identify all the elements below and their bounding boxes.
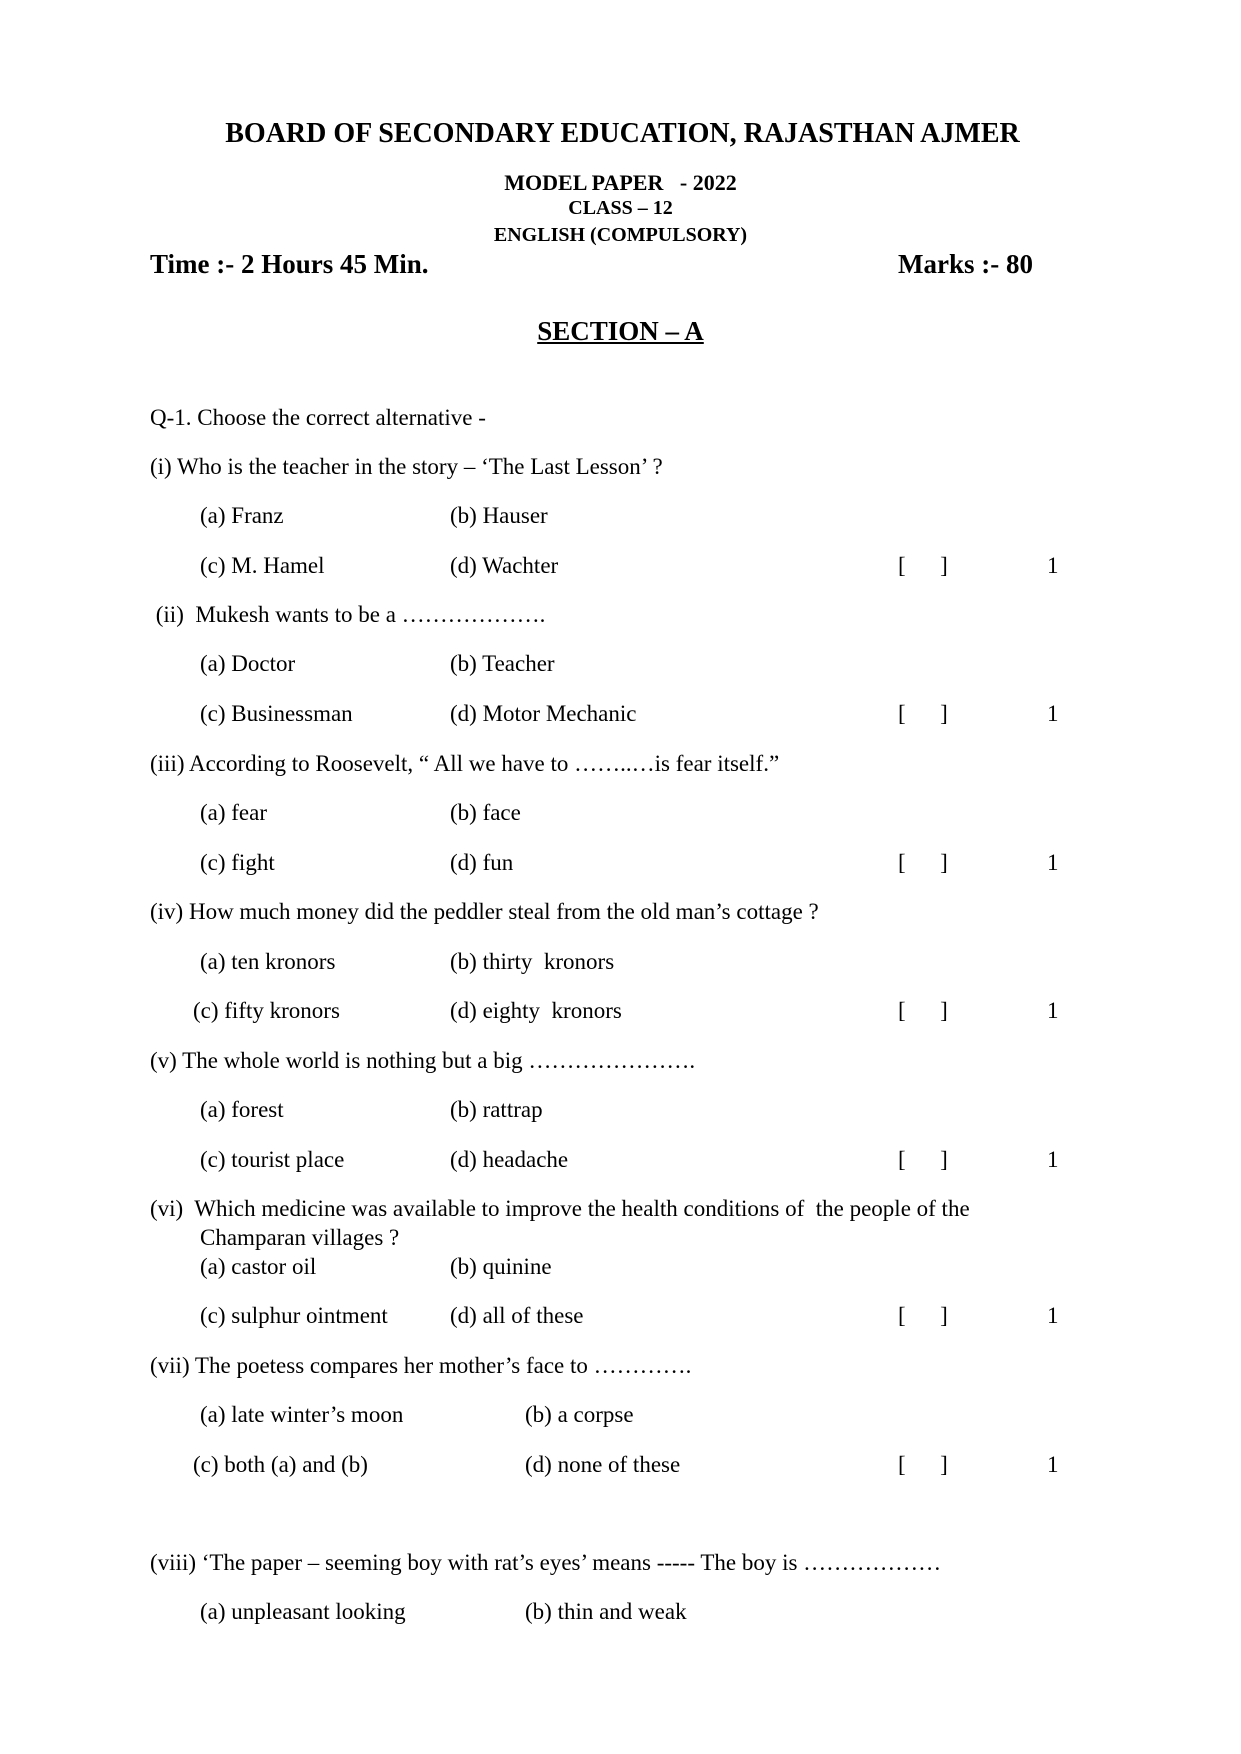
answer-bracket: [ ] (898, 1303, 948, 1328)
option-c: (c) sulphur ointment (200, 1303, 388, 1328)
option-b: (b) rattrap (450, 1097, 543, 1122)
question-stem: (i) Who is the teacher in the story – ‘The Last Lesson’ ? (150, 454, 663, 479)
option-d: (d) none of these (525, 1452, 681, 1477)
option-d: (d) eighty kronors (450, 998, 622, 1023)
option-d: (d) all of these (450, 1303, 584, 1328)
question-mark: 1 (1047, 1303, 1059, 1328)
question-stem: (v) The whole world is nothing but a big …………………. (150, 1048, 696, 1073)
answer-bracket: [ ] (898, 553, 948, 578)
question-stem: (iv) How much money did the peddler steal from the old man’s cottage ? (150, 899, 819, 924)
question-mark: 1 (1047, 701, 1059, 726)
answer-bracket: [ ] (898, 1452, 948, 1477)
option-c: (c) fight (200, 850, 275, 875)
option-b: (b) Hauser (450, 503, 548, 528)
option-d: (d) Wachter (450, 553, 559, 578)
option-a: (a) fear (200, 800, 268, 825)
question-mark: 1 (1047, 998, 1059, 1023)
answer-bracket: [ ] (898, 998, 948, 1023)
question-stem: (viii) ‘The paper – seeming boy with rat’s eyes’ means ----- The boy is ……………… (150, 1550, 942, 1575)
option-a: (a) unpleasant looking (200, 1599, 406, 1624)
question-stem: (vi) Which medicine was available to improve the health conditions of the people of the (150, 1196, 970, 1221)
model-paper-title: MODEL PAPER - 2022 (504, 170, 737, 195)
option-c: (c) tourist place (200, 1147, 345, 1172)
option-a: (a) ten kronors (200, 949, 336, 974)
option-a: (a) castor oil (200, 1254, 317, 1279)
answer-bracket: [ ] (898, 850, 948, 875)
subject-label: ENGLISH (COMPULSORY) (493, 224, 748, 246)
option-d: (d) fun (450, 850, 514, 875)
option-a: (a) Doctor (200, 651, 296, 676)
q1-instruction: Q-1. Choose the correct alternative - (150, 405, 486, 430)
question-stem-continued: Champaran villages ? (200, 1225, 400, 1250)
option-a: (a) Franz (200, 503, 284, 528)
class-label: CLASS – 12 (568, 197, 673, 219)
question-mark: 1 (1047, 1147, 1059, 1172)
option-c: (c) fifty kronors (193, 998, 340, 1023)
option-c: (c) both (a) and (b) (193, 1452, 368, 1477)
board-title: BOARD OF SECONDARY EDUCATION, RAJASTHAN AJMER (225, 118, 1020, 149)
option-b: (b) a corpse (525, 1402, 634, 1427)
option-d: (d) Motor Mechanic (450, 701, 637, 726)
option-a: (a) late winter’s moon (200, 1402, 404, 1427)
time-label: Time :- 2 Hours 45 Min. (150, 249, 429, 279)
answer-bracket: [ ] (898, 1147, 948, 1172)
option-b: (b) face (450, 800, 521, 825)
question-stem: (ii) Mukesh wants to be a ………………. (150, 602, 546, 627)
question-mark: 1 (1047, 850, 1059, 875)
option-b: (b) thin and weak (525, 1599, 687, 1624)
option-b: (b) thirty kronors (450, 949, 615, 974)
question-stem: (iii) According to Roosevelt, “ All we have to ……..…is fear itself.” (150, 751, 780, 776)
section-title: SECTION – A (537, 316, 704, 346)
option-d: (d) headache (450, 1147, 569, 1172)
option-c: (c) M. Hamel (200, 553, 325, 578)
option-c: (c) Businessman (200, 701, 353, 726)
question-mark: 1 (1047, 1452, 1059, 1477)
answer-bracket: [ ] (898, 701, 948, 726)
option-b: (b) quinine (450, 1254, 552, 1279)
option-b: (b) Teacher (450, 651, 555, 676)
question-mark: 1 (1047, 553, 1059, 578)
question-stem: (vii) The poetess compares her mother’s face to …………. (150, 1353, 692, 1378)
marks-label: Marks :- 80 (898, 249, 1033, 279)
option-a: (a) forest (200, 1097, 284, 1122)
